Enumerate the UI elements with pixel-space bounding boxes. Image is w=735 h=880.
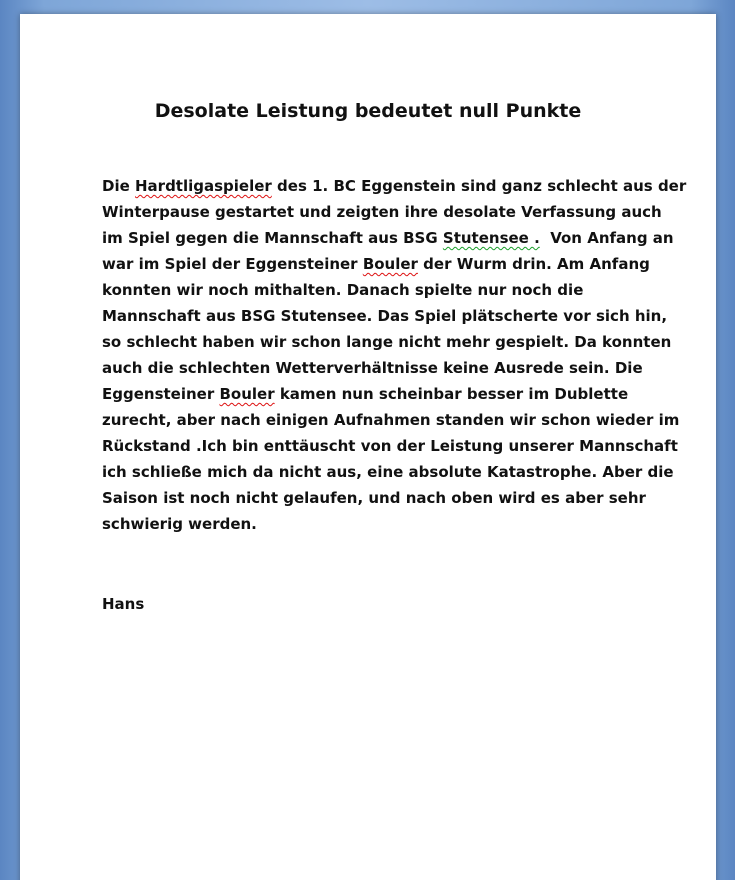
text-segment: konnten wir noch mithalten. Danach spielte nur noch die [102, 281, 584, 299]
text-line [102, 511, 650, 537]
spelling-error-word: Bouler [362, 255, 418, 273]
text-segment: Die [102, 177, 135, 195]
text-line [102, 277, 650, 303]
text-segment: so schlecht haben wir schon lange nicht mehr gespielt. Da konnten [102, 333, 672, 351]
text-segment: ich schließe mich da nicht aus, eine absolute Katastrophe. Aber die [102, 463, 674, 481]
spelling-error-word: Bouler [219, 385, 275, 403]
text-segment: Von Anfang an [539, 229, 674, 247]
text-line [102, 381, 650, 407]
signature: Hans [102, 595, 145, 613]
text-line [102, 225, 674, 251]
text-segment: Rückstand .Ich bin enttäuscht von der Leistung unserer Mannschaft [102, 437, 678, 455]
document-title: Desolate Leistung bedeutet null Punkte [154, 100, 582, 122]
text-segment: schwierig werden. [102, 515, 257, 533]
grammar-error-phrase: Stutensee . [442, 229, 540, 247]
text-segment: Saison ist noch nicht gelaufen, und nach oben wird es aber sehr [102, 489, 646, 507]
text-line [102, 303, 668, 329]
text-line [102, 355, 650, 381]
text-line [102, 459, 674, 485]
text-segment: Winterpause gestartet und zeigten ihre desolate Verfassung auch [102, 203, 662, 221]
text-line [102, 199, 662, 225]
text-segment: der Wurm drin. Am Anfang [417, 255, 650, 273]
text-line [102, 251, 650, 277]
text-line [102, 329, 672, 355]
text-segment: Eggensteiner [102, 385, 220, 403]
text-line [102, 173, 687, 199]
text-segment: Mannschaft aus BSG Stutensee. Das Spiel plätscherte vor sich hin, [102, 307, 668, 325]
text-line [102, 407, 680, 433]
document-page[interactable] [20, 14, 716, 880]
text-segment: auch die schlechten Wetterverhältnisse keine Ausrede sein. Die [102, 359, 643, 377]
text-line [102, 433, 678, 459]
text-segment: im Spiel gegen die Mannschaft aus BSG [102, 229, 443, 247]
text-segment: zurecht, aber nach einigen Aufnahmen standen wir schon wieder im [102, 411, 680, 429]
text-segment: kamen nun scheinbar besser im Dublette [274, 385, 629, 403]
text-segment: war im Spiel der Eggensteiner [102, 255, 363, 273]
spelling-error-word: Hardtligaspieler [135, 177, 272, 195]
document-body[interactable] [102, 173, 687, 537]
text-segment: des 1. BC Eggenstein sind ganz schlecht aus der [271, 177, 687, 195]
text-line [102, 485, 650, 511]
